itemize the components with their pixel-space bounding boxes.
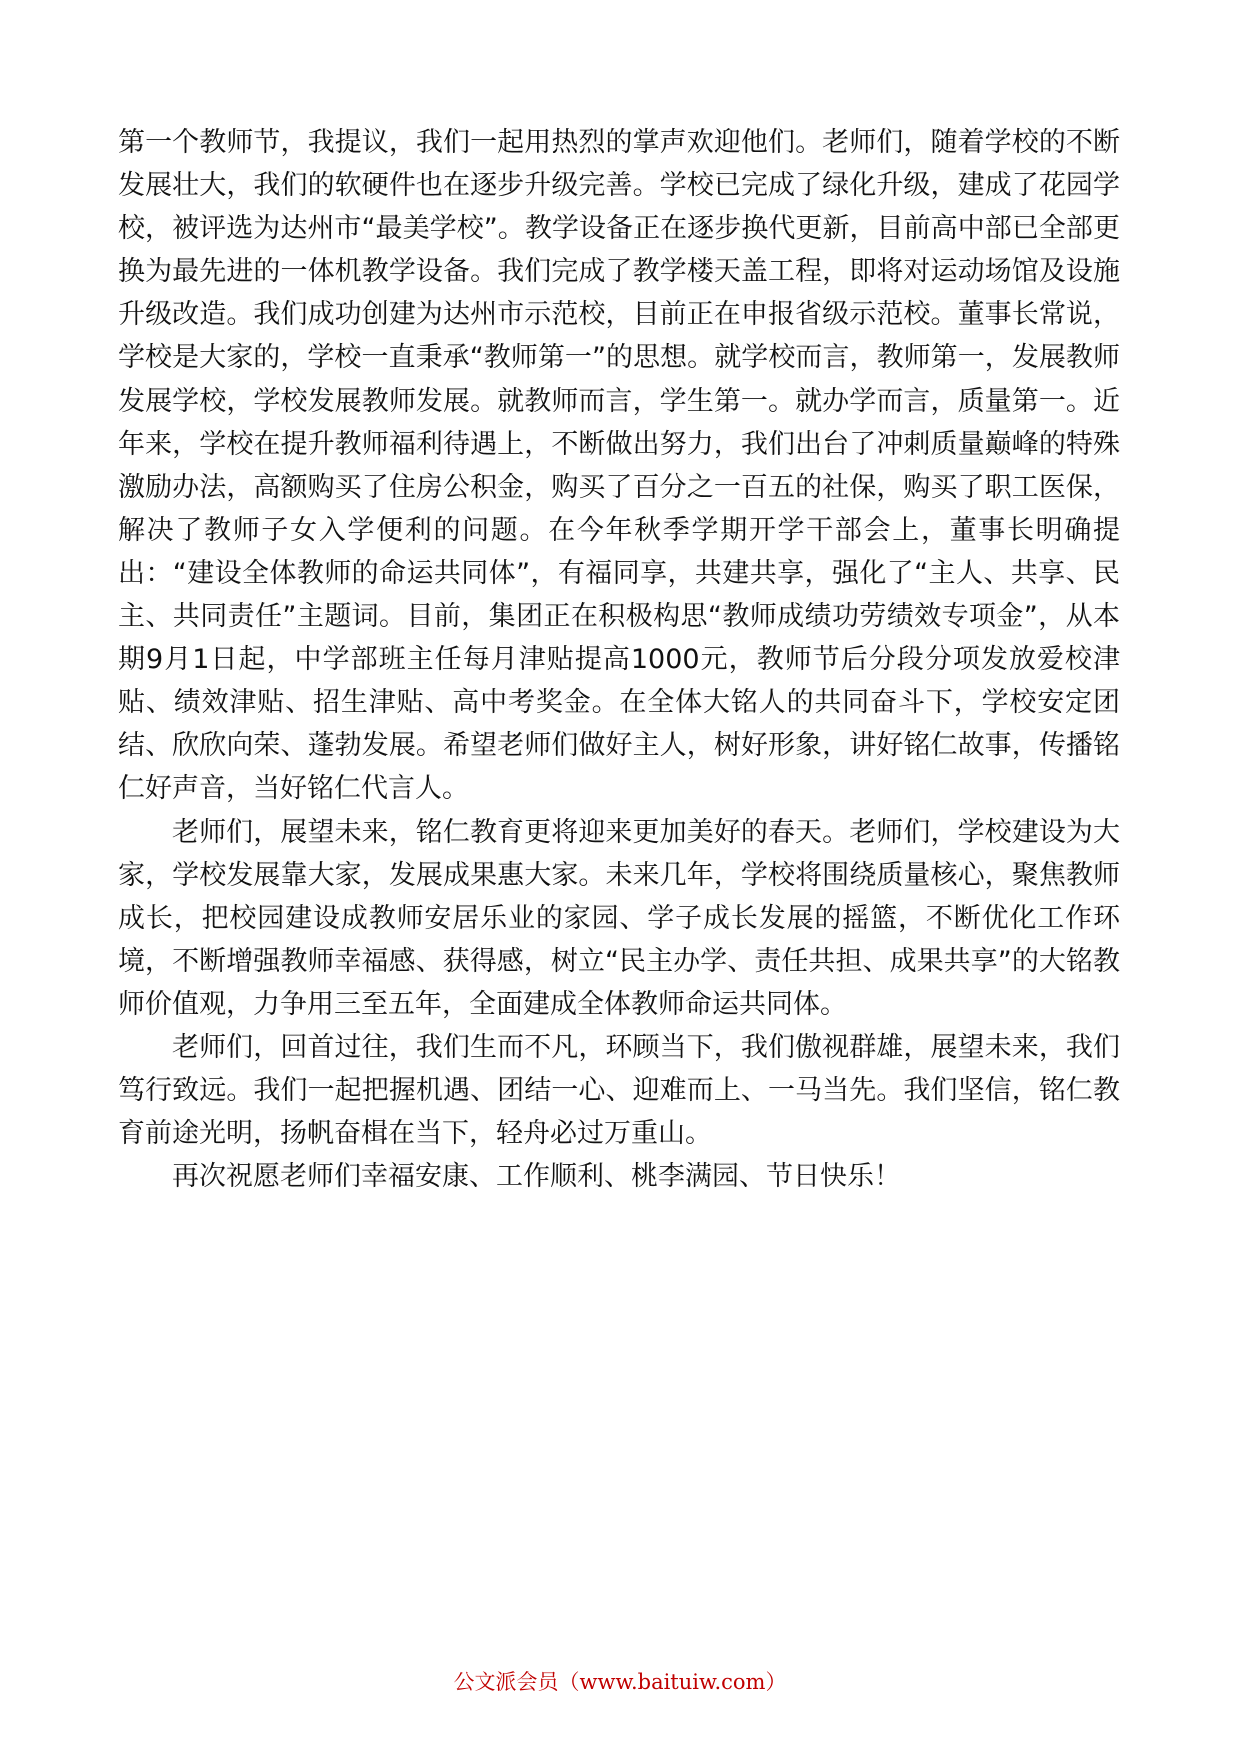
paragraph-4: 再次祝愿老师们幸福安康、工作顺利、桃李满园、节日快乐！ — [172, 1161, 901, 1193]
document-body — [118, 121, 1120, 1198]
paragraph-1: 第一个教师节，我提议，我们一起用热烈的掌声欢迎他们。老师们，随着学校的不断发展壮大，我们的软硬件也在逐步升级完善。学校已完成了绿化升级，建成了花园学校，被评选为达州市“最美学校”。教学设备正在逐步换代更新，目前高中部已全部更换为最先进的一体机教学设备。我们完成了教学楼天盖工程，即将对运动场馆及设施升级改造。我们成功创建为达州市示范校，目前正在申报省级示范校。董事长常说，学校是大家的，学校一直秉承“教师第一”的思想。就学校而言，教师第一，发展教师发展学校，学校发展教师发展。就教师而言，学生第一。就办学而言，质量第一。近年来，学校在提升教师福利待遇上，不断做出努力，我们出台了冲刺质量巅峰的特殊激励办法，高额购买了住房公积金，购买了百分之一百五的社保，购买了职工医保，解决了教师子女入学便利的问题。在今年秋季学期开学干部会上，董事长明确提出：“建设全体教师的命运共同体”，有福同享，共建共享，强化了“主人、共享、民主、共同责任”主题词。目前，集团正在积极构思“教师成绩功劳绩效专项金”，从本期9月1日起，中学部班主任每月津贴提高1000元，教师节后分段分项发放爱校津贴、绩效津贴、招生津贴、高中考奖金。在全体大铭人的共同奋斗下，学校安定团结、欣欣向荣、蓬勃发展。希望老师们做好主人，树好形象，讲好铭仁故事，传播铭仁好声音，当好铭仁代言人。 — [118, 127, 1120, 805]
footer-watermark: 公文派会员（www.baituiw.com） — [453, 1670, 787, 1694]
paragraph-3: 老师们，回首过往，我们生而不凡，环顾当下，我们傲视群雄，展望未来，我们笃行致远。我们一起把握机遇、团结一心、迎难而上、一马当先。我们坚信，铭仁教育前途光明，扬帆奋楫在当下，轻舟必过万重山。 — [118, 1031, 1120, 1150]
paragraph-2: 老师们，展望未来，铭仁教育更将迎来更加美好的春天。老师们，学校建设为大家，学校发展靠大家，发展成果惠大家。未来几年，学校将围绕质量核心，聚焦教师成长，把校园建设成教师安居乐业的家园、学子成长发展的摇篮，不断优化工作环境，不断增强教师幸福感、获得感，树立“民主办学、责任共担、成果共享”的大铭教师价值观，力争用三至五年，全面建成全体教师命运共同体。 — [118, 816, 1120, 1020]
